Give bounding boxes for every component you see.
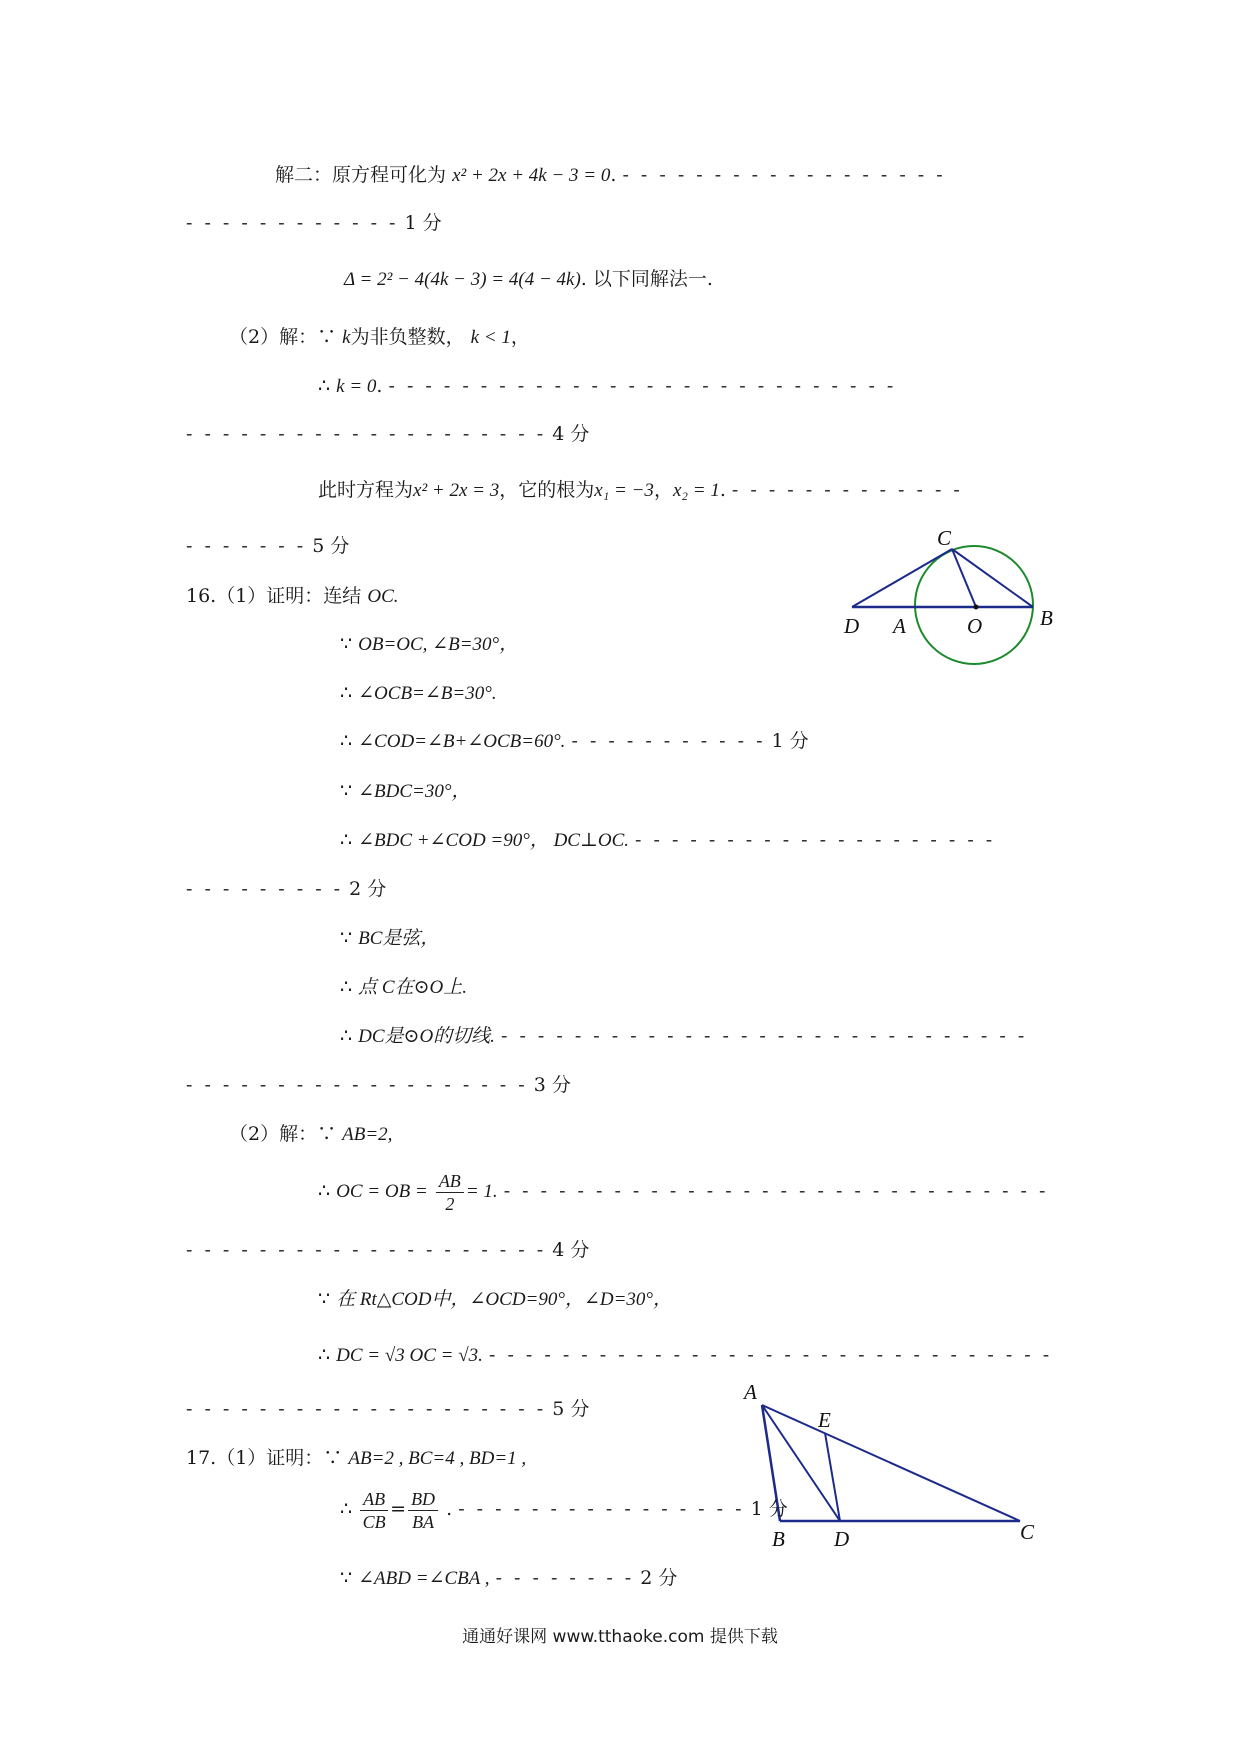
bd-over-ba [408,1488,438,1533]
sol2-delta-line [344,266,713,293]
score4-dash: - - - - - - - - - - - - - - - - - - - - [186,423,547,445]
part2-comma: ， [510,326,530,348]
ab-over-2 [436,1170,464,1215]
q16-score3: 3 分 [533,1074,571,1096]
roots-end: . [719,479,726,501]
q16-l5-text: ∠BDC +∠COD =90°， DC⊥OC. [358,830,629,851]
q16-score2-dash: - - - - - - - - - [186,878,344,900]
sol2-dash-2: - - - - - - - - - - - - [186,212,399,234]
q16-score3-dash: - - - - - - - - - - - - - - - - - - - [186,1074,528,1096]
q16-l4 [340,778,470,805]
q16-score3-line [186,1072,571,1098]
eq-lead: 此时方程为 [318,479,414,501]
circle-figure [840,525,1080,675]
ab-over-cb [360,1488,388,1533]
line-de [825,1433,840,1521]
q16-l8 [340,1023,1027,1050]
angle-line [340,1565,677,1592]
ratio-eq: = [390,1498,407,1520]
q16-score4-line [186,1237,589,1263]
sol2-score-line [186,210,442,236]
discriminant: Δ = 2² − 4(4k − 3) = 4(4 − 4k) [344,269,581,290]
because-symbol: ∵ [340,927,353,949]
q16-l1-text: OB=OC, ∠B=30°， [358,634,519,655]
score4-line [186,421,589,447]
score5: 5 分 [312,535,350,557]
label-o: O [967,614,983,638]
therefore-symbol: ∴ [340,829,353,851]
sol2-dash: - - - - - - - - - - - - - - - - - - [622,164,946,186]
part2-cond1: 为非负整数， [350,326,465,348]
because-symbol: ∵ [340,1567,353,1589]
q17-lead: 17.（1）证明：∵ [186,1447,343,1469]
therefore-symbol: ∴ [340,976,353,998]
label-b: B [772,1527,785,1550]
q16-score2-line [186,876,386,902]
q16-p2 [229,1121,392,1148]
therefore-symbol: ∴ [318,375,331,397]
q16-p2-text: AB=2, [342,1124,393,1145]
k-zero-end: . [376,375,383,397]
q16-line [186,583,399,610]
q16-score5-line [186,1396,589,1422]
page-footer: 通通好课网 www.tthaoke.com 提供下载 [462,1627,778,1647]
therefore-symbol: ∴ [340,1025,353,1047]
therefore-symbol: ∴ [340,1498,353,1520]
dc-line [318,1342,1052,1369]
q16-l7 [340,974,467,1001]
ratio-end: . [446,1498,453,1520]
q16-l4-text: ∠BDC=30°， [358,781,471,802]
q16-score4: 4 分 [552,1239,590,1261]
frac-den: 2 [445,1193,455,1214]
frac-num: AB [436,1170,464,1193]
because-symbol: ∵ [318,1288,331,1310]
q16-l1 [340,631,518,658]
therefore-symbol: ∴ [340,682,353,704]
discriminant-tail: . 以下同解法一. [580,268,713,290]
dc-eq: DC = √3 OC = √3. [336,1345,483,1366]
q16-p2-lead: （2）解：∵ [229,1123,337,1145]
r2-den: BA [412,1511,435,1532]
label-e: E [818,1408,831,1432]
q16-lead: 16.（1）证明：连结 [186,585,362,607]
angle-dash: - - - - - - - - [495,1567,635,1589]
r1-den: CB [362,1511,386,1532]
q16-l7-text: 点 C在⊙O上. [358,977,467,998]
sol2-lead: 解二：原方程可化为 [275,164,447,186]
part2-line [229,324,530,351]
q17-line [186,1445,526,1472]
eq: x² + 2x = 3 [413,480,500,501]
oc-dash: - - - - - - - - - - - - - - - - - - - - - - - - - - - - - - [503,1180,1049,1202]
oc-eq: OC = OB = [336,1181,428,1202]
root-x2: x₂ = 1 [672,480,720,501]
q16-l8-text: DC是⊙O的切线. [358,1026,495,1047]
sol2-end: . [610,164,617,186]
k-zero-dash: - - - - - - - - - - - - - - - - - - - - - - - - - - - - [388,375,897,397]
line-dc [852,549,952,607]
roots-line [318,477,963,504]
q17-score1: 1 分 [750,1498,788,1520]
rt-line [318,1286,672,1313]
therefore-symbol: ∴ [340,730,353,752]
q16-l5 [340,827,995,854]
q16-score1: 1 分 [771,730,809,752]
sol2-line [275,162,946,189]
ratio-dash: - - - - - - - - - - - - - - - - [458,1498,745,1520]
q16-oc: OC. [367,586,399,607]
sol2-equation: x² + 2x + 4k − 3 = 0 [452,165,611,186]
part2-lead: （2）解：∵ [229,326,337,348]
q17-given: AB=2 , BC=4 , BD=1 , [348,1448,527,1469]
part2-cond2: k < 1 [470,327,511,348]
q16-l2 [340,680,497,707]
center-point [974,605,979,610]
score5-line [186,533,349,559]
q16-score5-dash: - - - - - - - - - - - - - - - - - - - - [186,1398,547,1420]
q16-l3-text: ∠COD=∠B+∠OCB=60°. [358,731,566,752]
score4: 4 分 [552,423,590,445]
ratio-line [340,1480,788,1538]
roots-lead: ，它的根为 [499,479,595,501]
part2-var: k [342,327,351,348]
roots-sep: ， [653,479,673,501]
label-a: A [893,614,906,638]
oc-tail: = 1. [465,1181,498,1202]
oc-line [318,1166,1048,1217]
r2-num: BD [408,1488,438,1511]
dc-dash: - - - - - - - - - - - - - - - - - - - - - - - - - - - - - - - [488,1344,1053,1366]
therefore-symbol: ∴ [318,1180,331,1202]
q16-score5: 5 分 [552,1398,590,1420]
root-x1: x₁ = −3 [594,480,654,501]
because-symbol: ∵ [340,780,353,802]
because-symbol: ∵ [340,633,353,655]
r1-num: AB [360,1488,388,1511]
label-d: D [834,1527,850,1550]
rt-text: 在 Rt△COD中，∠OCD=90°，∠D=30°， [336,1289,673,1310]
q16-l8-dash: - - - - - - - - - - - - - - - - - - - - - - - - - - - - - [500,1025,1028,1047]
q17-score2: 2 分 [640,1567,678,1589]
label-c: C [937,526,952,550]
q16-l3 [340,728,809,755]
label-b: B [1040,606,1053,630]
label-a: A [744,1380,757,1404]
k-zero-line [318,373,896,400]
angle-text: ∠ABD =∠CBA , [358,1568,490,1589]
q16-l6-text: BC是弦， [358,928,440,949]
therefore-symbol: ∴ [318,1344,331,1366]
score5-dash: - - - - - - - [186,535,307,557]
q16-l5-dash: - - - - - - - - - - - - - - - - - - - - [635,829,996,851]
label-d: D [844,614,860,638]
q16-l3-dash: - - - - - - - - - - - [571,730,766,752]
k-zero: k = 0 [336,376,377,397]
label-c: C [1020,1520,1035,1544]
q16-score4-dash: - - - - - - - - - - - - - - - - - - - - [186,1239,547,1261]
q16-l2-text: ∠OCB=∠B=30°. [358,683,497,704]
sol2-score: 1 分 [404,212,442,234]
roots-dash: - - - - - - - - - - - - - [731,479,963,501]
q16-l6 [340,925,439,952]
q16-score2: 2 分 [349,878,387,900]
